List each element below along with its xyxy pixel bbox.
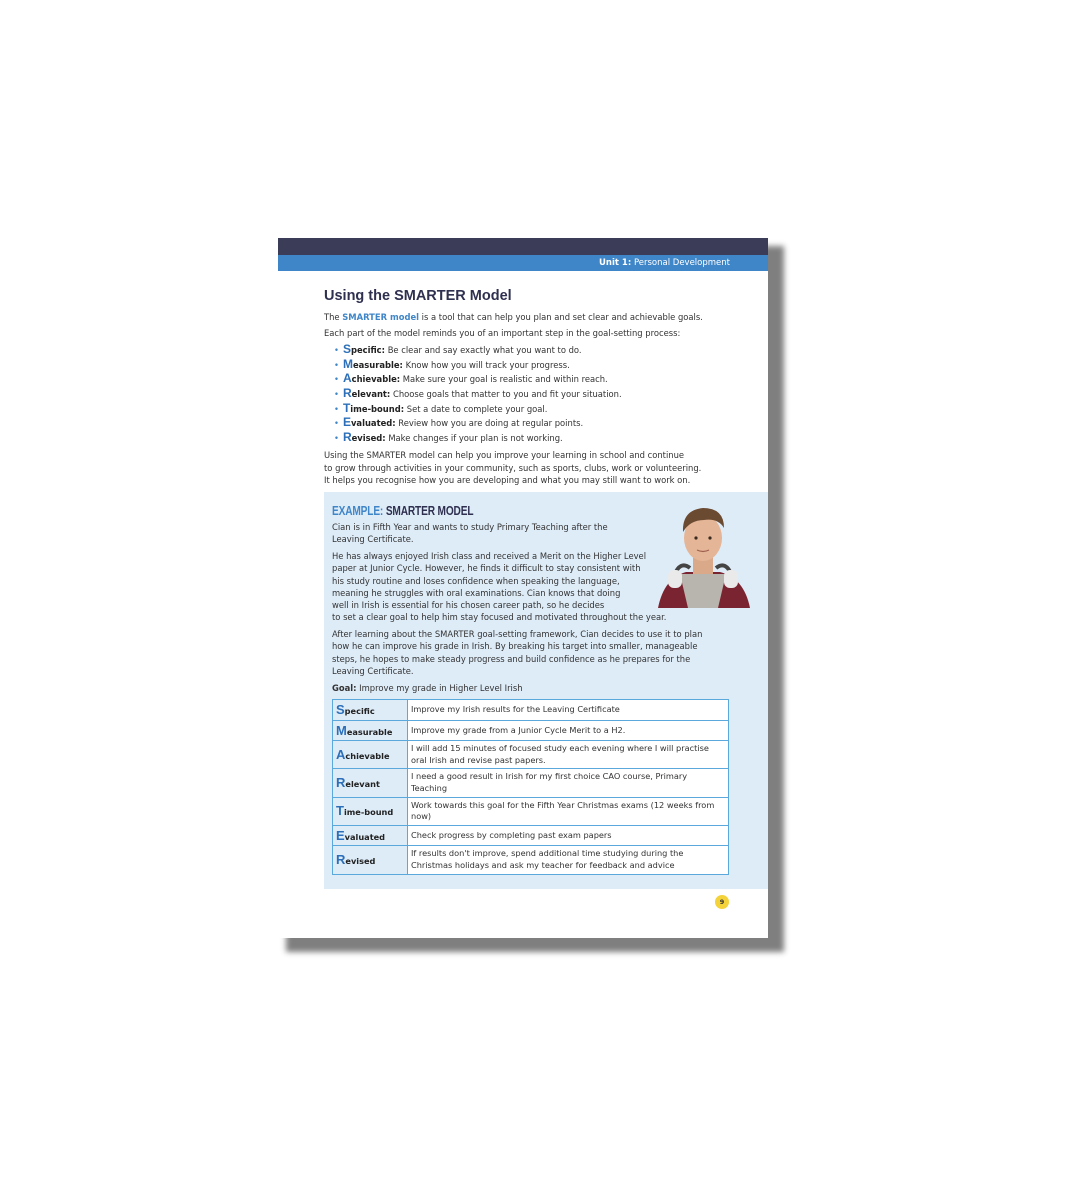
example-line: meaning he struggles with oral examinations. Cian knows that doing — [332, 587, 621, 598]
example-line: well in Irish is essential for his chosen career path, so he decides — [332, 600, 605, 611]
table-row — [333, 700, 729, 721]
smarter-table — [332, 699, 729, 875]
page-number-badge: 9 — [715, 895, 729, 909]
goal-label: Goal: — [332, 683, 357, 693]
item-letter: M — [342, 356, 353, 371]
item-term: ime-bound: — [350, 403, 405, 414]
key-rest: evised — [345, 856, 376, 867]
item-term: chievable: — [351, 374, 401, 385]
key-letter: R — [336, 852, 346, 868]
page-title: Using the SMARTER Model — [324, 288, 512, 304]
item-desc: Be clear and say exactly what you want to do. — [387, 345, 582, 355]
intro-post: is a tool that can help you plan and set clear and achievable goals. — [419, 312, 703, 322]
example-line: how he can improve his grade in Irish. By breaking his target into smaller, manageable — [332, 641, 698, 652]
table-key — [333, 720, 408, 741]
table-key — [333, 846, 408, 874]
bullet-icon: • — [334, 389, 339, 400]
item-term: valuated: — [350, 418, 396, 429]
key-letter: E — [336, 827, 345, 843]
bullet-icon: • — [334, 345, 339, 355]
item-desc: Know how you will track your progress. — [405, 359, 570, 370]
table-value: Check progress by completing past exam papers — [408, 825, 729, 846]
item-letter: R — [342, 386, 352, 401]
bullet-icon: • — [334, 359, 339, 370]
example-line: paper at Junior Cycle. However, he finds it difficult to stay consistent with — [332, 563, 641, 574]
example-title-main: SMARTER MODEL — [385, 503, 474, 518]
item-term: elevant: — [351, 389, 391, 400]
key-rest: valuated — [344, 831, 386, 842]
key-letter: A — [336, 746, 346, 762]
item-letter: A — [342, 371, 352, 386]
table-row — [333, 825, 729, 846]
item-term: pecific: — [350, 345, 386, 355]
item-desc: Set a date to complete your goal. — [406, 403, 548, 414]
list-item-measurable — [334, 357, 622, 372]
table-row — [333, 797, 729, 825]
example-line: He has always enjoyed Irish class and received a Merit on the Higher Level — [332, 551, 647, 561]
document-page — [278, 238, 768, 938]
goal-text: Improve my grade in Higher Level Irish — [359, 683, 523, 693]
bullet-icon: • — [334, 418, 339, 429]
goal-line — [332, 682, 523, 694]
example-line: to set a clear goal to help him stay focused and motivated throughout the year. — [332, 612, 667, 623]
table-key — [333, 700, 408, 721]
item-letter: E — [342, 415, 351, 430]
key-rest: elevant — [345, 779, 380, 790]
table-value: Improve my grade from a Junior Cycle Merit to a H2. — [408, 720, 729, 741]
intro-line-1 — [324, 311, 703, 324]
item-letter: R — [342, 430, 352, 445]
item-letter: S — [342, 342, 351, 356]
table-row — [333, 741, 729, 769]
table-key — [333, 825, 408, 846]
top-band — [278, 238, 768, 255]
item-term: evised: — [351, 433, 386, 444]
unit-title: Personal Development — [633, 258, 730, 268]
table-value: I need a good result in Irish for my first choice CAO course, Primary Teaching — [408, 769, 729, 797]
intro-line-2: Each part of the model reminds you of an important step in the goal-setting process: — [324, 328, 681, 338]
key-letter: T — [336, 803, 344, 819]
item-desc: Choose goals that matter to you and fit your situation. — [392, 389, 622, 400]
item-desc: Make changes if your plan is not working. — [388, 433, 563, 444]
key-rest: easurable — [346, 726, 393, 737]
item-desc: Make sure your goal is realistic and within reach. — [402, 374, 608, 385]
table-value: I will add 15 minutes of focused study each evening where I will practise oral Irish and revise past papers. — [408, 741, 729, 769]
example-line: Cian is in Fifth Year and wants to study Primary Teaching after the — [332, 522, 608, 532]
intro-pre: The — [324, 312, 343, 322]
table-key — [333, 769, 408, 797]
unit-header — [278, 255, 768, 271]
table-value: Improve my Irish results for the Leaving Certificate — [408, 700, 729, 721]
bullet-icon: • — [334, 433, 339, 444]
key-letter: M — [336, 722, 347, 738]
example-line: Leaving Certificate. — [332, 665, 414, 676]
list-item-specific — [334, 342, 622, 357]
example-paragraph-2 — [332, 550, 666, 624]
list-item-evaluated — [334, 415, 622, 430]
bullet-icon: • — [334, 403, 339, 414]
key-rest: ime-bound — [343, 807, 394, 818]
example-paragraph-3 — [332, 628, 702, 677]
list-item-relevant — [334, 386, 622, 401]
list-item-achievable — [334, 371, 622, 386]
intro-keyword: SMARTER model — [342, 312, 419, 322]
key-rest: pecific — [344, 706, 375, 716]
example-paragraph-1 — [332, 521, 608, 546]
key-letter: R — [336, 775, 346, 791]
bullet-icon: • — [334, 374, 339, 385]
example-line: After learning about the SMARTER goal-setting framework, Cian decides to use it to plan — [332, 629, 703, 639]
table-value: If results don't improve, spend additional time studying during the Christmas holidays and ask my teacher for feedback and advice — [408, 846, 729, 874]
example-panel — [324, 492, 768, 889]
table-row — [333, 720, 729, 741]
unit-label: Unit 1: — [599, 258, 632, 268]
item-desc: Review how you are doing at regular points. — [398, 418, 584, 429]
item-letter: T — [342, 400, 351, 415]
example-line: Leaving Certificate. — [332, 534, 414, 545]
smarter-list — [334, 342, 622, 445]
summary-line: Using the SMARTER model can help you improve your learning in school and continue — [324, 450, 685, 460]
example-line: his study routine and loses confidence when speaking the language, — [332, 575, 620, 586]
example-title-prefix: EXAMPLE: — [332, 503, 384, 518]
example-title — [332, 503, 473, 518]
table-key — [333, 797, 408, 825]
table-key — [333, 741, 408, 769]
example-line: steps, he hopes to make steady progress and build confidence as he prepares for the — [332, 653, 691, 664]
summary-line: It helps you recognise how you are developing and what you may still want to work on. — [324, 475, 691, 485]
key-letter: S — [336, 702, 345, 717]
list-item-revised — [334, 430, 622, 445]
summary-paragraph — [324, 449, 701, 487]
key-rest: chievable — [345, 750, 390, 761]
summary-line: to grow through activities in your community, such as sports, clubs, work or volunteering. — [324, 462, 702, 473]
table-row — [333, 846, 729, 874]
list-item-time-bound — [334, 401, 622, 416]
table-row — [333, 769, 729, 797]
table-value: Work towards this goal for the Fifth Year Christmas exams (12 weeks from now) — [408, 797, 729, 825]
item-term: easurable: — [352, 359, 403, 370]
